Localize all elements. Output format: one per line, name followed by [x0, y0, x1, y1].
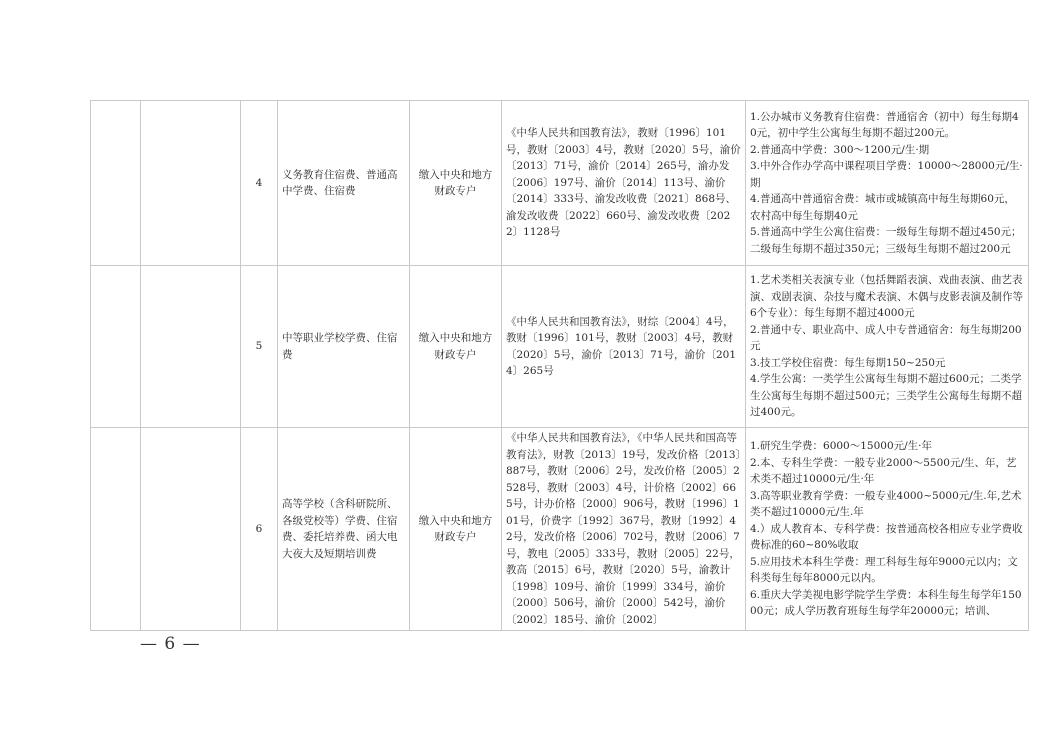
standard-item: 2.普通中专、职业高中、成人中专普通宿舍：每生每期200元: [750, 323, 1022, 353]
policy-basis: 《中华人民共和国教育法》，《中华人民共和国高等教育法》，财教〔2013〕19号，发改价格〔2013〕887号，教财〔2006〕2号，发改价格〔2005〕2528号，教财〔2003〕4号，计价格〔2002〕665号，计办价格〔2000〕906号，教财〔1996〕101号，价费字〔1992〕367号，教财〔1992〕42号，发改价格〔2006〕702号，教财〔2006〕7号，教电〔2005〕333号，教财〔2005〕22号，教高〔2015〕6号，教财〔2020〕5号，渝教计〔1998〕109号、渝价〔1999〕334号，渝价〔2000〕506号，渝价〔2000〕542号，渝价〔2002〕185号、渝价〔2002〕: [502, 428, 746, 631]
blank-cell: [91, 101, 141, 266]
fee-table: [90, 100, 1029, 631]
fee-item-name: 义务教育住宿费、普通高中学费、住宿费: [278, 101, 410, 266]
table-row: [91, 428, 1029, 631]
fee-item-name: 高等学校（含科研院所、各级党校等）学费、住宿费、委托培养费、函大电大夜大及短期培训费: [278, 428, 410, 631]
fee-standards: [746, 266, 1029, 428]
row-number: 4: [241, 101, 278, 266]
standard-item: 5.普通高中学生公寓住宿费：一级每生每期不超过450元；二级每生每期不超过350元；三级每生每期不超过200元: [750, 226, 1022, 255]
standard-item: 1.艺术类相关表演专业（包括舞蹈表演、戏曲表演、曲艺表演、戏剧表演、杂技与魔术表演、木偶与皮影表演及制作等6个专业）：每生每期不超过4000元: [750, 274, 1023, 320]
fee-standards: [746, 101, 1029, 266]
fee-item-name: 中等职业学校学费、住宿费: [278, 266, 410, 428]
fund-management: 缴入中央和地方财政专户: [410, 266, 502, 428]
blank-cell: [91, 266, 141, 428]
standard-item: 2.普通高中学费：300～1200元/生·期: [750, 143, 930, 156]
policy-basis: 《中华人民共和国教育法》，教财〔1996〕101号，教财〔2003〕4号，教财〔2020〕5号，渝价〔2013〕71号，渝价〔2014〕265号，渝办发〔2006〕197号、渝价〔2014〕113号、渝价〔2014〕333号、渝发改收费〔2021〕868号、渝发改收费〔2022〕660号、渝发改收费〔2022〕1128号: [502, 101, 746, 266]
blank-cell: [141, 101, 241, 266]
standard-item: 3.技工学校住宿费：每生每期150~250元: [750, 356, 946, 369]
standard-item: 4.）成人教育本、专科学费：按普通高校各相应专业学费收费标准的60~80%收取: [750, 522, 1023, 552]
standard-item: 6.重庆大学美视电影学院学生学费：本科生每生每学年15000元；成人学历教育班每生每学年20000元；培训、: [750, 588, 1022, 618]
row-number: 6: [241, 428, 278, 631]
page-number: — 6 —: [140, 634, 201, 654]
row-number: 5: [241, 266, 278, 428]
standard-item: 3.高等职业教育学费：一般专业4000~5000元/生.年,艺术类不超过10000元/生.年: [750, 489, 1022, 519]
blank-cell: [91, 428, 141, 631]
standard-item: 4.普通高中普通宿舍费：城市或城镇高中每生每期60元，农村高中每生每期40元: [750, 193, 1015, 222]
standard-item: 5.应用技术本科生学费：理工科每生每年9000元以内；文科类每生每年8000元以内。: [750, 555, 1018, 585]
standard-item: 2.本、专科生学费：一般专业2000～5500元/生、年，艺术类不超过10000元/生·年: [750, 456, 1017, 486]
standard-item: 1.公办城市义务教育住宿费：普通宿舍（初中）每生每期40元，初中学生公寓每生每期不超过200元。: [750, 110, 1019, 140]
blank-cell: [141, 428, 241, 631]
fund-management: 缴入中央和地方财政专户: [410, 428, 502, 631]
fund-management: 缴入中央和地方财政专户: [410, 101, 502, 266]
policy-basis: 《中华人民共和国教育法》，财综〔2004〕4号，教财〔1996〕101号，教财〔2003〕4号，教财〔2020〕5号，渝价〔2013〕71号，渝价〔2014〕265号: [502, 266, 746, 428]
table-row: [91, 266, 1029, 428]
standard-item: 1.研究生学费：6000～15000元/生·年: [750, 440, 933, 453]
standard-item: 3.中外合作办学高中课程项目学费：10000～28000元/生·期: [750, 160, 1023, 189]
fee-standards: [746, 428, 1029, 631]
blank-cell: [141, 266, 241, 428]
standard-item: 4.学生公寓：一类学生公寓每生每期不超过600元；二类学生公寓每生每期不超过500元；三类学生公寓每生每期不超过400元。: [750, 373, 1023, 419]
table-row: [91, 101, 1029, 266]
